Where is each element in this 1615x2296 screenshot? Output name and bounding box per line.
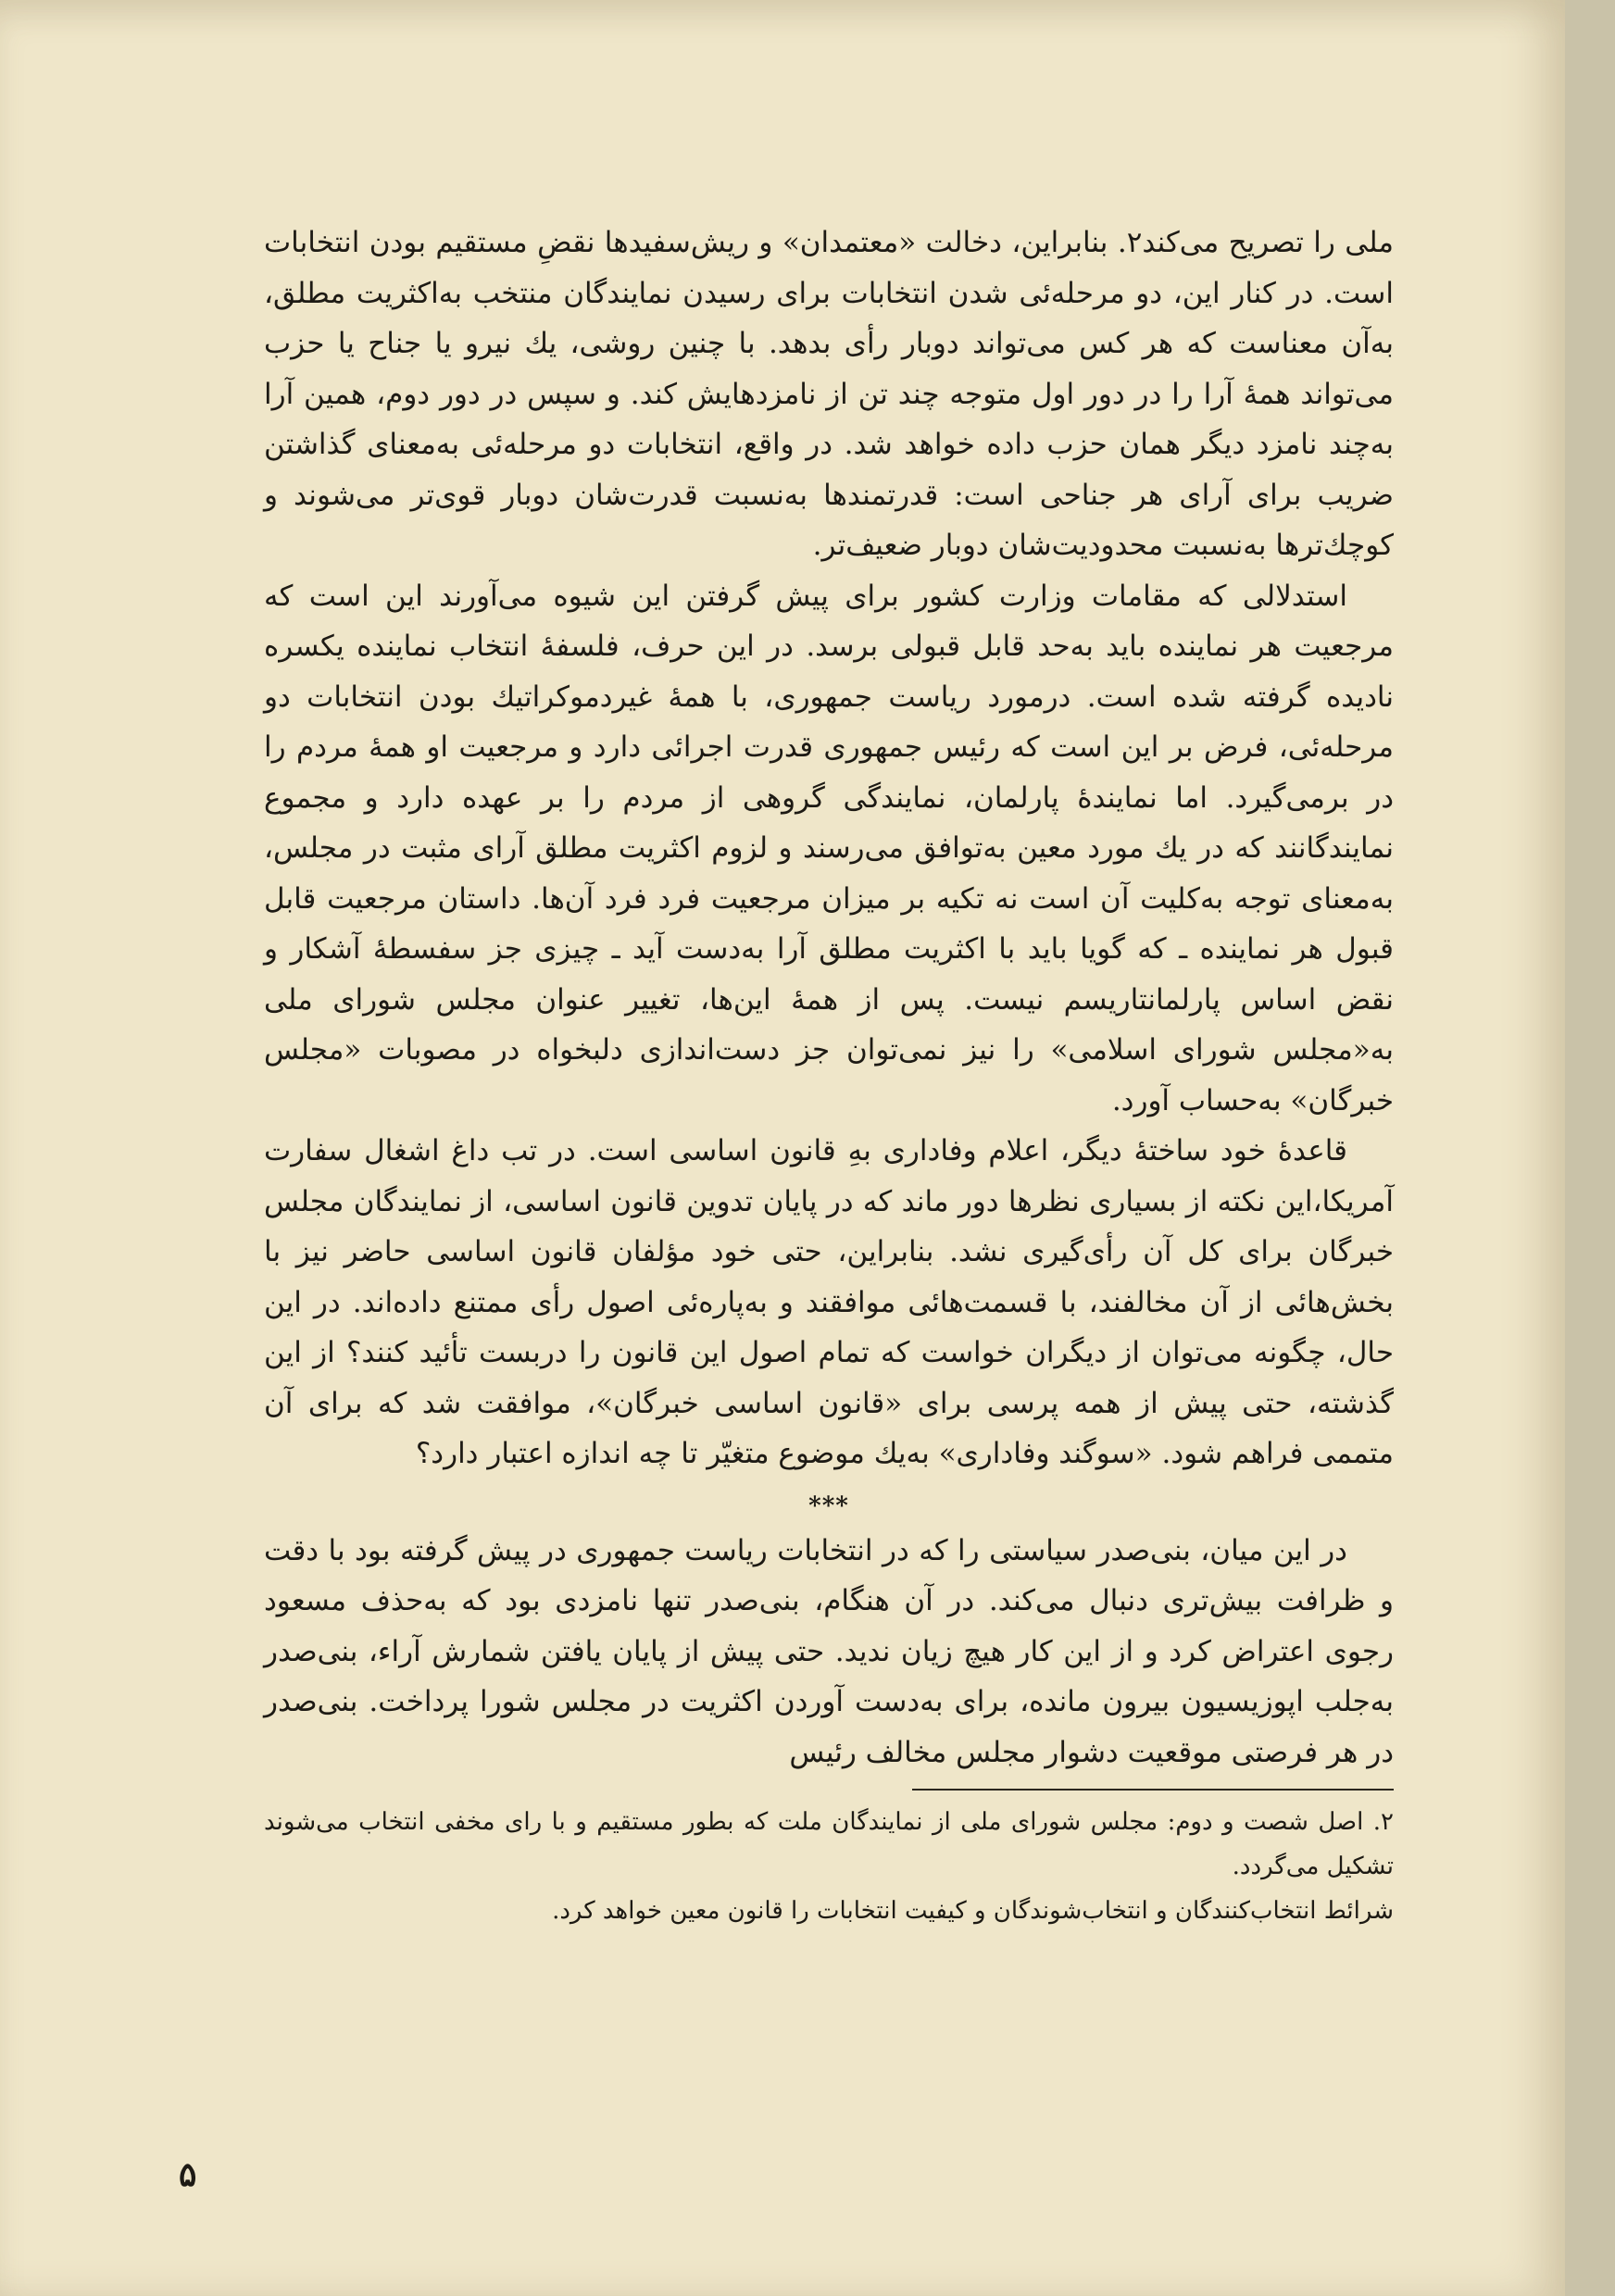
paragraph-3: قاعدهٔ خود ساختهٔ دیگر، اعلام وفاداری بهِ قانون اساسی است. در تب داغ اشغال سفارت آمریکا،این نکته از بسیاری نظرها دور ماند که در پایان تدوین قانون اساسی، از نمایندگان مجلس خبرگان برای کل آن رأی‌گیری نشد. بنابراین، حتی خود مؤلفان قانون اساسی حاضر نیز با بخش‌هائی از آن مخالفند، با قسمت‌هائی موافقند و به‌پاره‌ئی اصول رأی ممتنع داده‌اند. در این حال، چگونه می‌توان از دیگران خواست که تمام اصول این قانون را دربست تأئید کنند؟ از این گذشته، حتی پیش از همه پرسی برای «قانون اساسی خبرگان»، موافقت شد که برای آن متممی فراهم شود. «سوگند وفاداری» به‌یك موضوع متغیّر تا چه اندازه اعتبار دارد؟ — [264, 1134, 1394, 1470]
text-column — [264, 218, 1394, 1933]
footnote-line-2: شرائط انتخاب‌کنندگان و انتخاب‌شوندگان و کیفیت انتخابات را قانون معین خواهد کرد. — [552, 1897, 1394, 1925]
section-separator: *** — [808, 1491, 849, 1520]
paragraph-2: استدلالی که مقامات وزارت کشور برای پیش گرفتن این شیوه می‌آورند این است که مرجعیت هر نماینده باید به‌حد قابل قبولی برسد. در این حرف، فلسفهٔ انتخاب نماینده یکسره نادیده گرفته شده است. درمورد ریاست جمهوری، با همهٔ غیردموکراتیك بودن انتخابات دو مرحله‌ئی، فرض بر این است که رئیس جمهوری قدرت اجرائی دارد و مرجعیت او همهٔ مردم را در برمی‌گیرد. اما نمایندهٔ پارلمان، نمایندگی گروهی از مردم را بر عهده دارد و مجموع نمایندگانند که در یك مورد معین به‌توافق می‌رسند و لزوم اکثریت مطلق آرای مثبت در مجلس، به‌معنای توجه به‌کلیت آن است نه تکیه بر میزان مرجعیت فرد فرد آن‌ها. داستان مرجعیت قابل قبول هر نماینده ـ که گویا باید با اکثریت مطلق آرا به‌دست آید ـ چیزی جز سفسطهٔ آشکار و نقض اساس پارلمانتاریسم نیست. پس از همهٔ این‌ها، تغییر عنوان مجلس شورای ملی به«مجلس شورای اسلامی» را نیز نمی‌توان جز دست‌اندازی دلبخواه در مصوبات «مجلس خبرگان» به‌حساب آورد. — [264, 579, 1394, 1117]
page-number: ۵ — [179, 2155, 197, 2194]
paragraph-1: ملی را تصریح می‌کند۲. بنابراین، دخالت «معتمدان» و ریش‌سفیدها نقضِ مستقیم بودن انتخابات است. در کنار این، دو مرحله‌ئی شدن انتخابات برای رسیدن نمایندگان منتخب به‌اکثریت مطلق، به‌آن معناست که هر کس می‌تواند دوبار رأی بدهد. با چنین روشی، یك نیرو یا جناح یا حزب می‌تواند همهٔ آرا را در دور اول متوجه چند تن از نامزدهایش کند. و سپس در دور دوم، همین آرا به‌چند نامزد دیگر همان حزب داده خواهد شد. در واقع، انتخابات دو مرحله‌ئی به‌معنای گذاشتن ضریب برای آرای هر جناحی است: قدرتمندها به‌نسبت قدرت‌شان دوبار قوی‌تر می‌شوند و کوچك‌ترها به‌نسبت محدودیت‌شان دوبار ضعیف‌تر. — [264, 226, 1394, 562]
footnote — [264, 1800, 1394, 1933]
paragraph-4: در این میان، بنی‌صدر سیاستی را که در انتخابات ریاست جمهوری در پیش گرفته بود با دقت و ظرافت بیش‌تری دنبال می‌کند. در آن هنگام، بنی‌صدر تنها نامزدی بود که به‌حذف مسعود رجوی اعتراض کرد و از این کار هیچ زیان ندید. حتی پیش از پایان یافتن شمارش آراء، بنی‌صدر به‌جلب اپوزیسیون بیرون مانده، برای به‌دست آوردن اکثریت در مجلس شورا پرداخت. بنی‌صدر در هر فرصتی موقعیت دشوار مجلس مخالف رئیس — [264, 1533, 1394, 1769]
footnote-rule — [912, 1789, 1394, 1791]
footnote-line-1: ۲. اصل شصت و دوم: مجلس شورای ملی از نمایندگان ملت که بطور مستقیم و با رای مخفی انتخاب می‌شوند تشکیل می‌گردد. — [264, 1808, 1394, 1880]
